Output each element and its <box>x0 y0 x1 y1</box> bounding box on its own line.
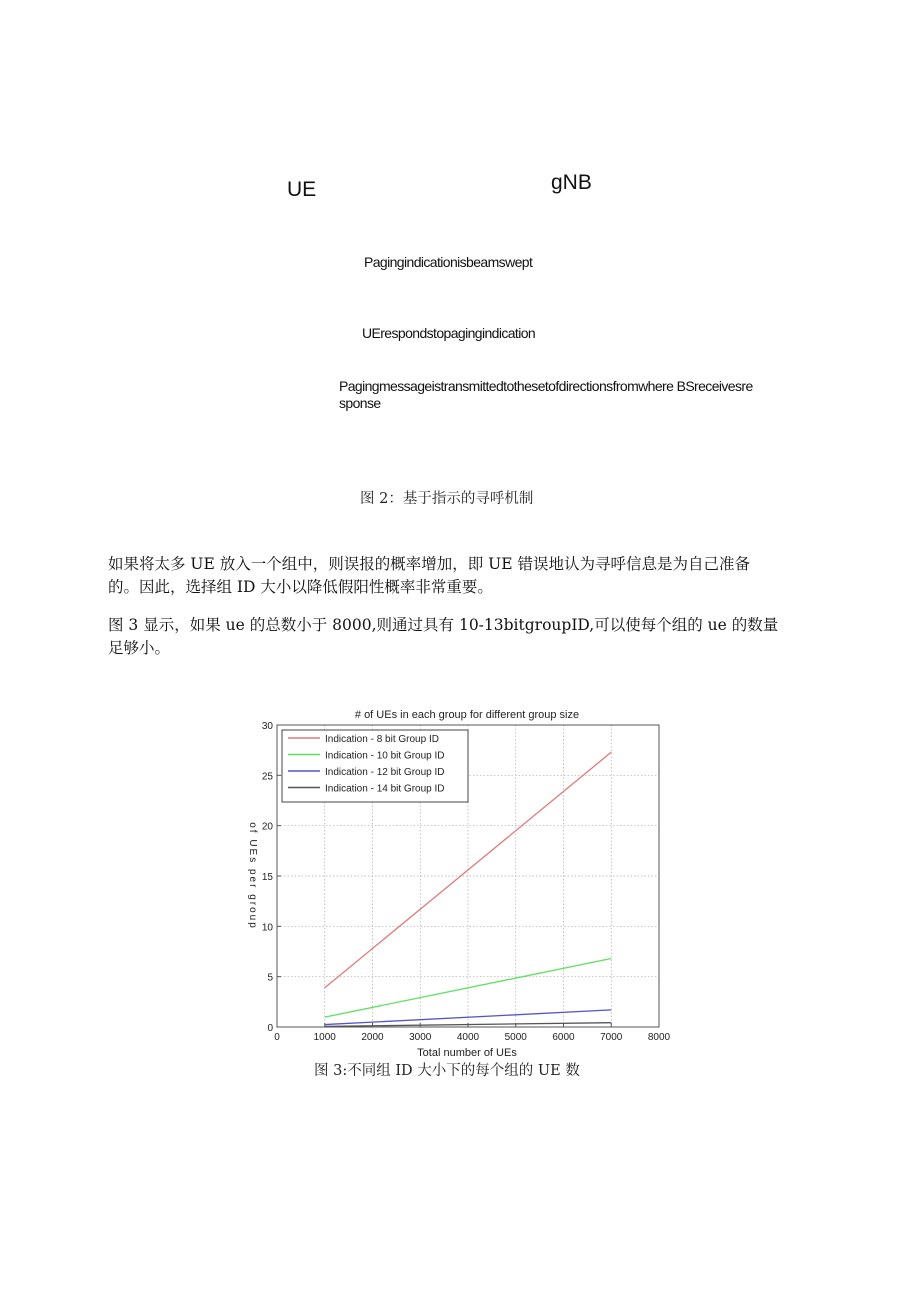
y-tick-label: 0 <box>267 1023 273 1034</box>
x-tick-label: 4000 <box>456 1032 480 1043</box>
x-tick-label: 8000 <box>647 1032 671 1043</box>
legend-entry: Indication - 14 bit Group ID <box>325 783 445 795</box>
paragraph-2 <box>108 614 808 660</box>
y-tick-label: 20 <box>261 821 273 833</box>
legend-entry: Indication - 8 bit Group ID <box>325 734 439 745</box>
line-chart <box>240 700 680 1065</box>
y-tick-label: 15 <box>261 872 273 883</box>
legend-entry: Indication - 10 bit Group ID <box>325 750 445 762</box>
chart-legend <box>282 730 468 802</box>
paragraph-1-line-2: 的。因此，选择组 ID 大小以降低假阳性概率非常重要。 <box>108 578 493 596</box>
paragraph-2-line-1: 图 3 显示，如果 ue 的总数小于 8000,则通过具有 10-13bitgroupID,可以使每个组的 ue 的数量 <box>108 616 779 634</box>
x-tick-label: 0 <box>274 1032 280 1043</box>
y-tick-label: 30 <box>261 721 273 732</box>
step-paging-message-line1: Pagingmessageistransmittedtothesetofdirectionsfromwhere BSreceivesre <box>339 378 753 394</box>
y-tick-label: 10 <box>261 922 273 934</box>
paragraph-1-line-1: 如果将太多 UE 放入一个组中，则误报的概率增加，即 UE 错误地认为寻呼信息是为自己准备 <box>108 555 750 573</box>
y-tick-label: 5 <box>267 972 273 984</box>
figure3-caption: 图 3:不同组 ID 大小下的每个组的 UE 数 <box>314 1063 580 1079</box>
legend-entry: Indication - 12 bit Group ID <box>325 767 445 778</box>
figure2-caption: 图 2：基于指示的寻呼机制 <box>360 491 534 507</box>
step-paging-message-line2: sponse <box>339 395 381 411</box>
gnb-label: gNB <box>551 171 592 194</box>
x-axis-label: Total number of UEs <box>417 1047 517 1059</box>
x-tick-label: 6000 <box>552 1032 575 1043</box>
paragraph-2-line-2: 足够小。 <box>108 639 171 657</box>
x-tick-label: 5000 <box>504 1032 527 1043</box>
step-paging-indication: Pagingindicationisbeamswept <box>364 254 533 270</box>
x-tick-label: 7000 <box>600 1032 623 1043</box>
y-tick-label: 25 <box>261 771 273 783</box>
ue-label: UE <box>287 178 317 201</box>
y-axis-label: of UEs per group <box>247 822 258 930</box>
x-tick-label: 2000 <box>361 1032 384 1043</box>
x-tick-label: 1000 <box>313 1032 336 1043</box>
chart-title: # of UEs in each group for different group size <box>354 709 580 721</box>
paragraph-1 <box>108 553 808 599</box>
figure3-chart <box>240 700 680 1065</box>
x-tick-label: 3000 <box>409 1032 432 1043</box>
step-ue-responds: UErespondstopagingindication <box>362 325 536 341</box>
